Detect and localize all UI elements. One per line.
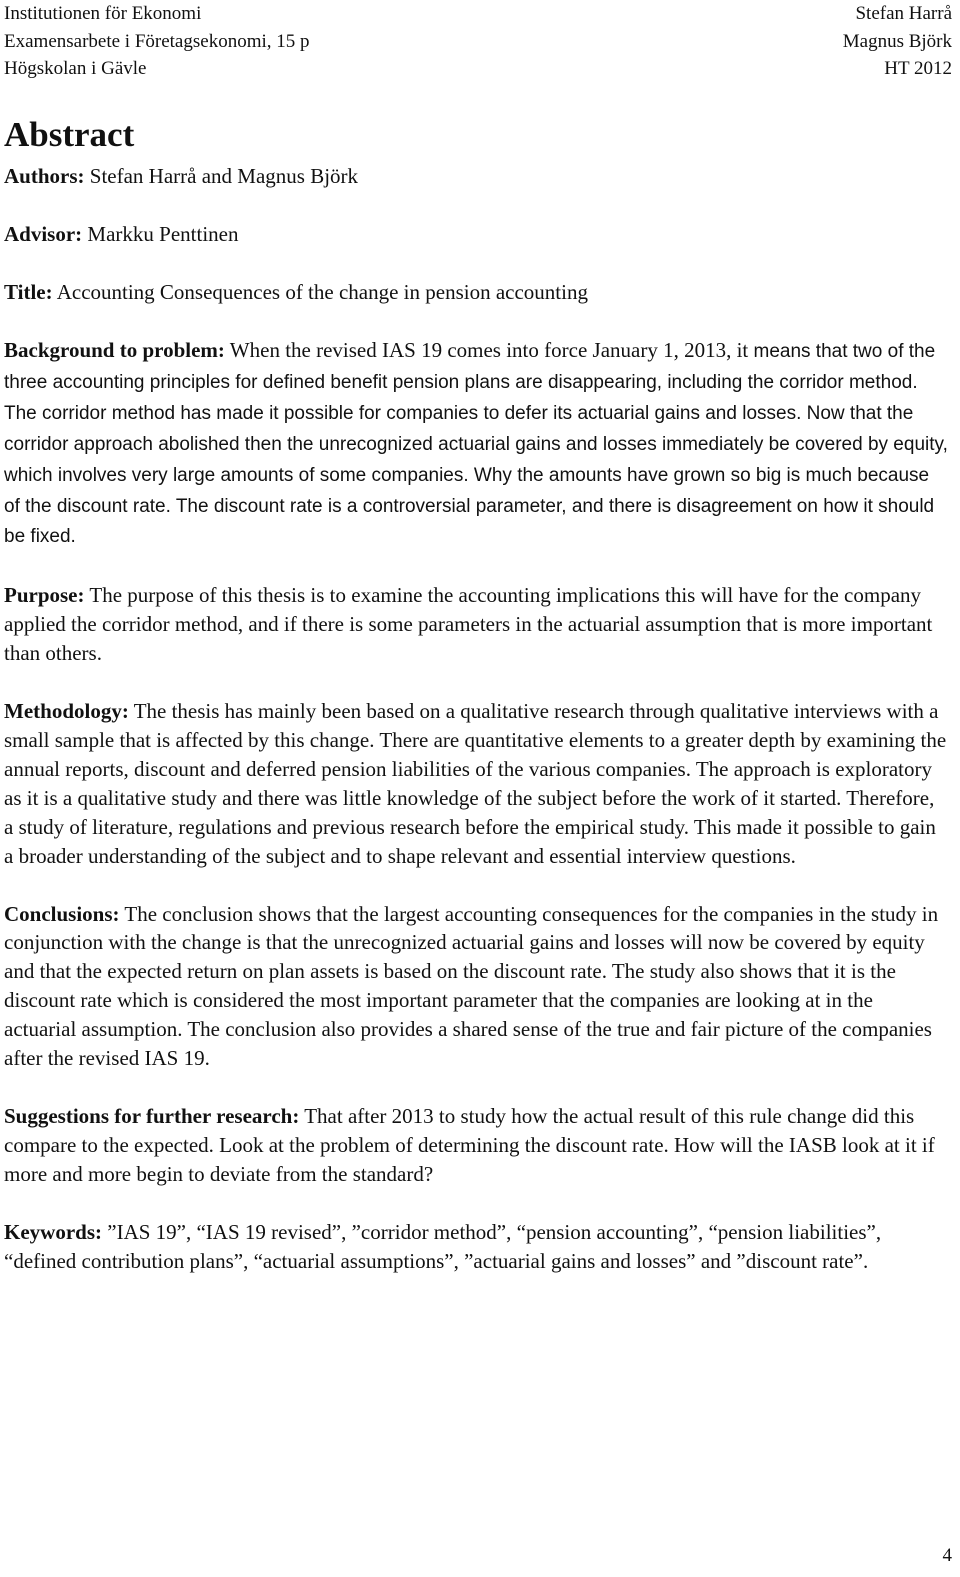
conclusions-text: The conclusion shows that the largest accounting consequences for the companies in the study in conjunction with the change is that the unrecognized actuarial gains and losses will now be covered by equity and that the expected return on plan assets is based on the discount rate. The study also shows that it is the discount rate which is considered the most important parameter that the companies are looking at in the actuarial assumption. The conclusion also provides a shared sense of the true and fair picture of the companies after the revised IAS 19.: [4, 901, 939, 1071]
background-text: means that two of the three accounting principles for defined benefit pension plans are disappearing, including the corridor method. The corridor method has made it possible for companies to defer its actuarial gains and losses. Now that the corridor approach abolished then the unrecognized actuarial gains and losses immediately be covered by equity, which involves very large amounts of some companies. Why the amounts have grown so big is much because of the discount rate. The discount rate is a controversial parameter, and there is disagreement on how it should be fixed.: [4, 341, 948, 548]
purpose-label: Purpose:: [4, 583, 85, 608]
methodology-text: The thesis has mainly been based on a qualitative research through qualitative interviews with a small sample that is affected by this change. There are quantitative elements to a greater depth by examining the annual reports, discount and deferred pension liabilities of the various companies. The approach is exploratory as it is a qualitative study and there was little knowledge of the subject before the work of it started. Therefore, a study of literature, regulations and previous research before the empirical study. This made it possible to gain a broader understanding of the subject and to shape relevant and essential interview questions.: [4, 699, 947, 868]
authors-value: Stefan Harrå and Magnus Björk: [89, 164, 359, 188]
title-label: Title:: [4, 280, 53, 304]
page-number: 4: [942, 1545, 952, 1566]
conclusions-section: [4, 900, 948, 1073]
purpose-section: [4, 581, 948, 668]
header-row-2: [4, 28, 952, 56]
header-row-3: [4, 55, 952, 83]
background-section: [4, 336, 948, 552]
header-author-1: Stefan Harrå: [855, 3, 952, 24]
header-term: HT 2012: [884, 58, 952, 79]
suggestions-text: That after 2013 to study how the actual result of this rule change did this compare to the expected. Look at the problem of determining the discount rate. How will the IASB look at it if more and more begin to deviate from the standard?: [4, 1103, 935, 1186]
abstract-content: [4, 110, 948, 1275]
page-title: Abstract: [4, 115, 135, 154]
advisor-label: Advisor:: [4, 222, 83, 246]
title-line: [4, 278, 948, 307]
authors-label: Authors:: [4, 164, 85, 188]
keywords-label: Keywords:: [4, 1219, 102, 1244]
header-institution: Institutionen för Ekonomi: [4, 3, 202, 24]
suggestions-section: [4, 1102, 948, 1189]
conclusions-label: Conclusions:: [4, 901, 120, 926]
purpose-text: The purpose of this thesis is to examine the accounting implications this will have for the company applied the corridor method, and if there is some parameters in the actuarial assumption that is more important than others.: [4, 583, 933, 666]
header-row-1: [4, 0, 952, 28]
page-header: [4, 0, 952, 83]
methodology-label: Methodology:: [4, 699, 129, 724]
keywords-text: ”IAS 19”, “IAS 19 revised”, ”corridor method”, “pension accounting”, “pension liabilities”, “defined contribution plans”, “actuarial assumptions”, ”actuarial gains and losses” and ”discount rate”.: [4, 1219, 882, 1273]
header-course: Examensarbete i Företagsekonomi, 15 p: [4, 30, 310, 52]
header-author-2: Magnus Björk: [842, 30, 952, 52]
background-label: Background to problem:: [4, 338, 225, 362]
methodology-section: [4, 697, 948, 870]
background-text-serif: When the revised IAS 19 comes into force January 1, 2013, it: [229, 338, 749, 362]
header-university: Högskolan i Gävle: [4, 58, 147, 79]
authors-line: [4, 162, 948, 191]
title-value: Accounting Consequences of the change in pension accounting: [56, 280, 588, 304]
advisor-line: [4, 220, 948, 249]
advisor-value: Markku Penttinen: [87, 222, 239, 246]
keywords-section: [4, 1218, 948, 1276]
suggestions-label: Suggestions for further research:: [4, 1103, 300, 1128]
